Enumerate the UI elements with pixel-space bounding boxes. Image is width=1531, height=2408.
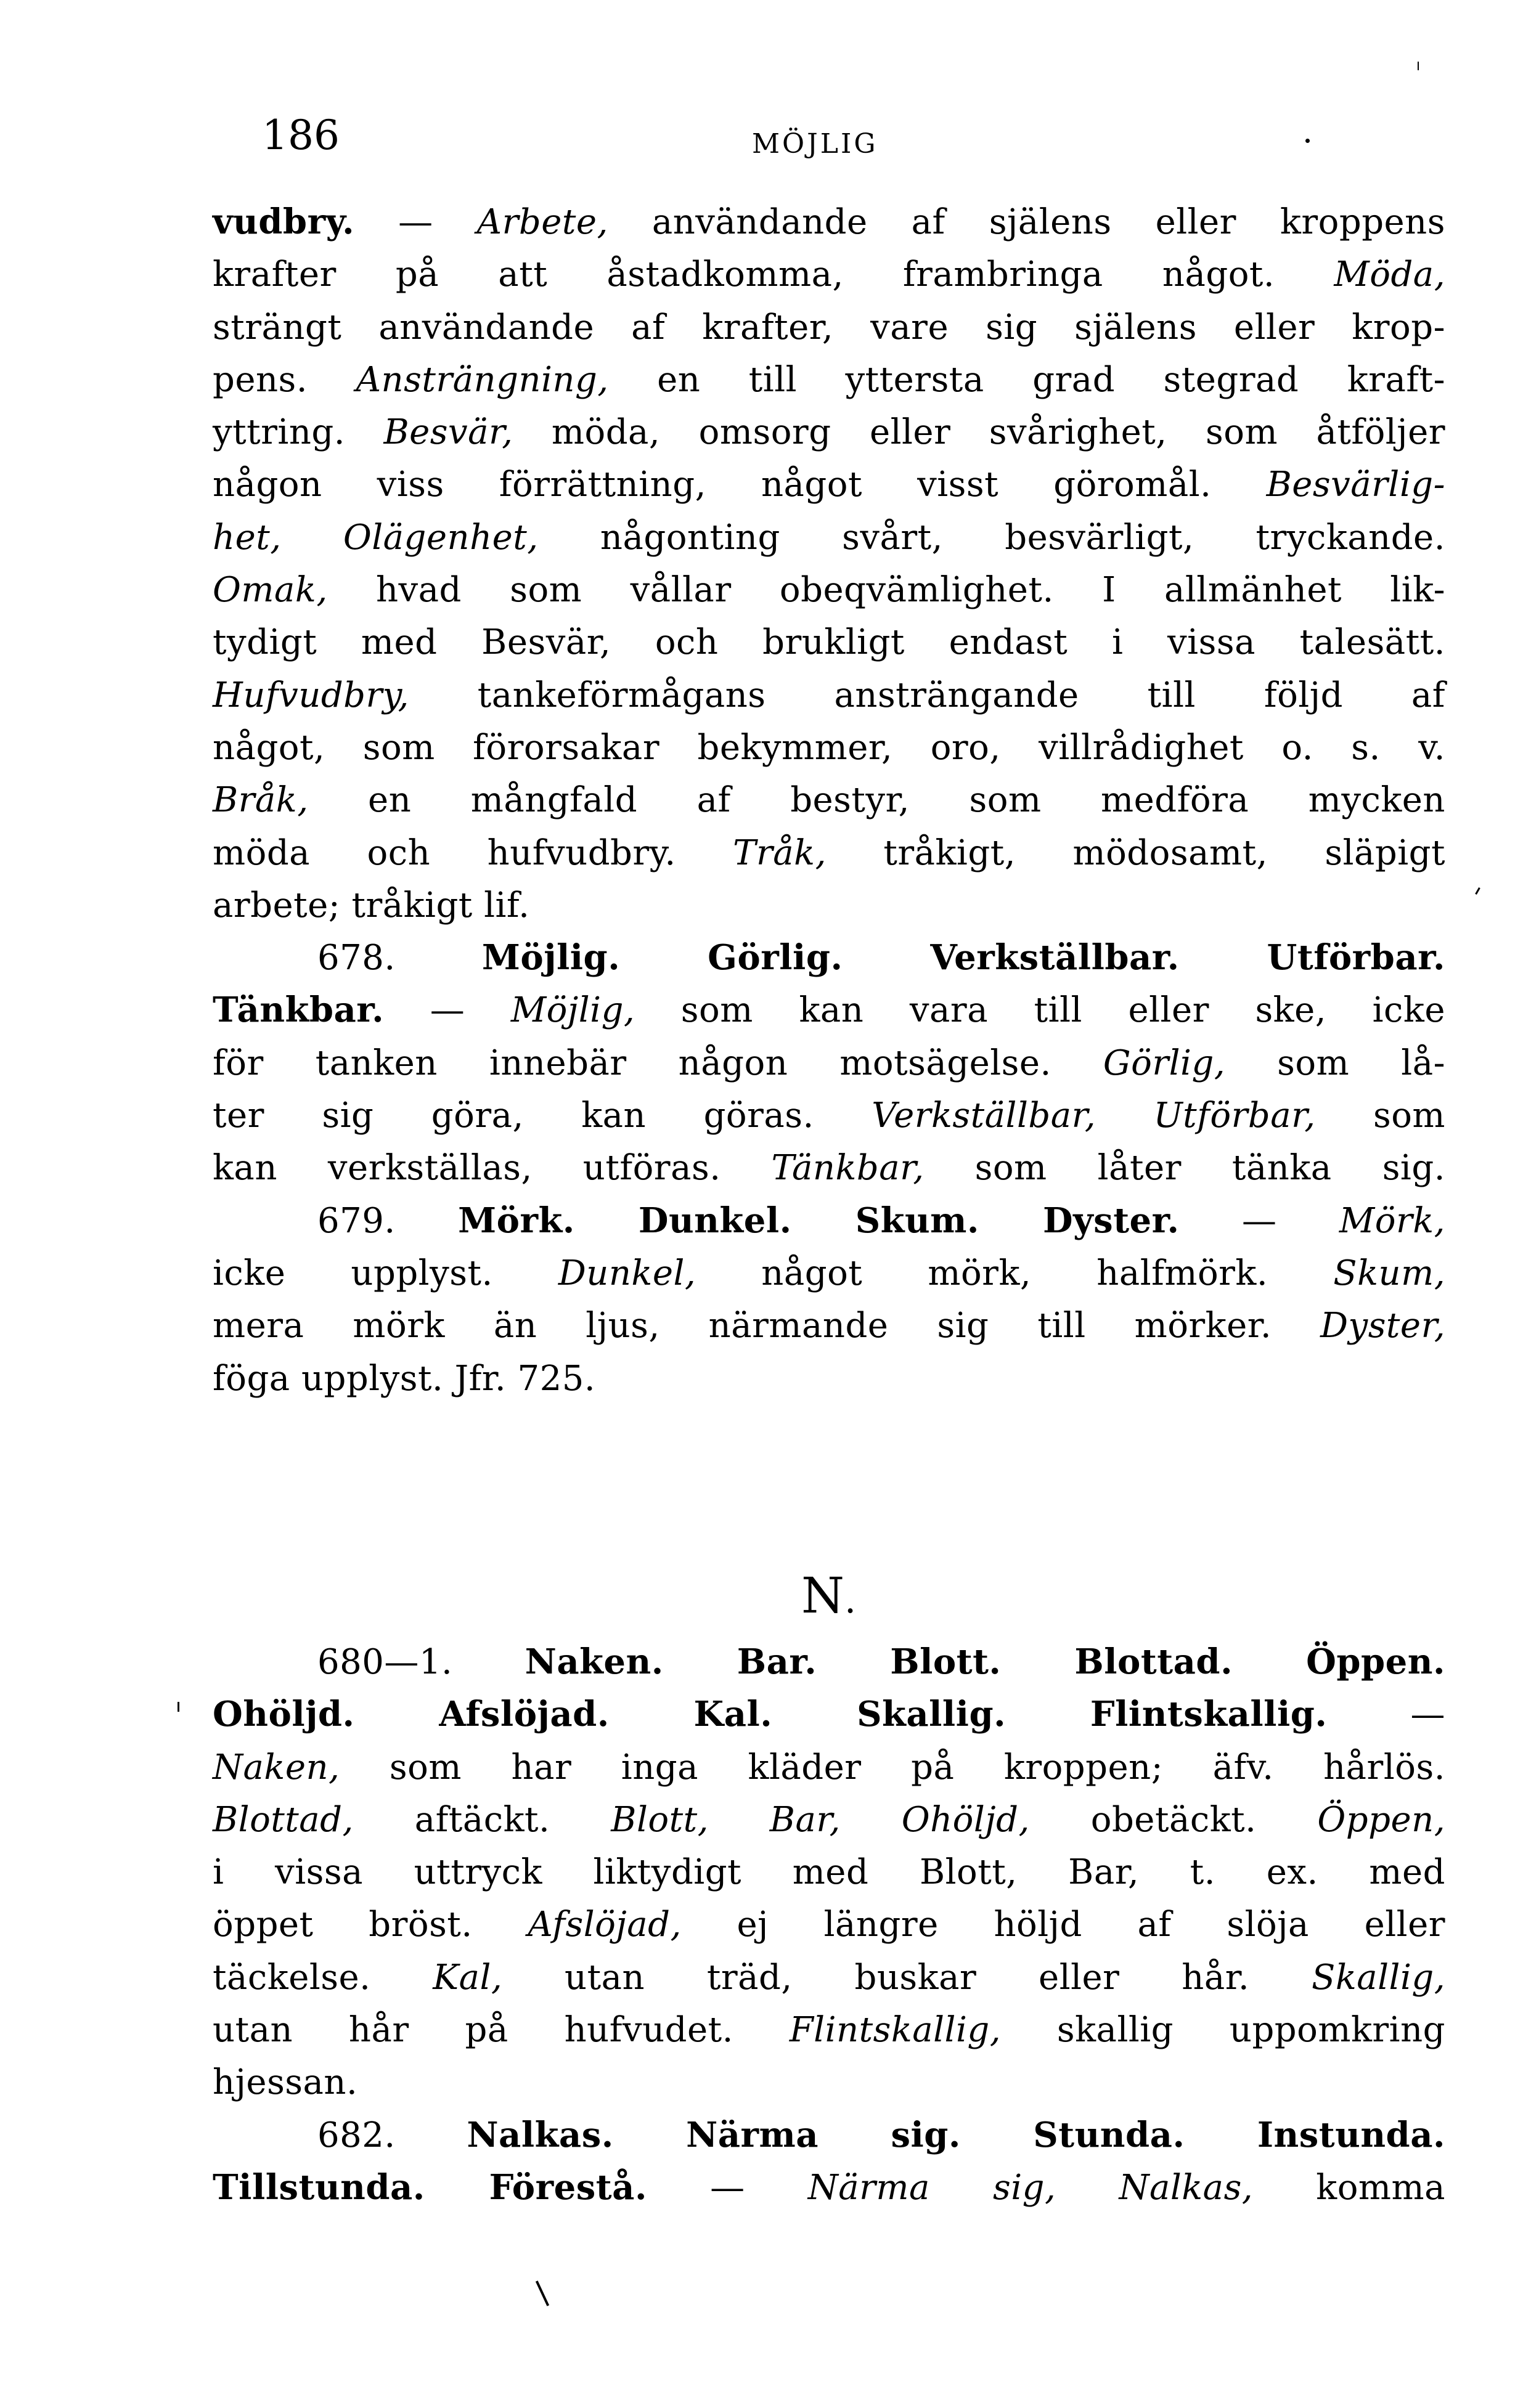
text-line <box>213 248 1445 301</box>
definition-text: som <box>1315 1096 1446 1136</box>
print-speck <box>536 2280 549 2306</box>
synonym-term: Blott, Bar, Ohöljd, <box>611 1799 1030 1840</box>
definition-text: utan hår på hufvudet. <box>213 2010 790 2051</box>
text-line <box>213 722 1445 774</box>
entry-682 <box>213 2109 1445 2215</box>
synonym-term: Blottad, <box>213 1799 354 1840</box>
definition-text: hvad som vållar obeqvämlighet. I allmänhet lik- <box>327 570 1445 611</box>
text-line <box>213 827 1445 879</box>
definition-text: tankeförmågans ansträngande till följd af <box>409 675 1445 715</box>
headword: vudbry. <box>213 201 355 242</box>
definition-text: icke upplyst. <box>213 1253 558 1293</box>
text-line <box>213 1846 1445 1898</box>
definition-text: ter sig göra, kan göras. <box>213 1096 872 1136</box>
definition-text: användande af själens eller kroppens <box>608 202 1445 242</box>
definition-text: för tanken innebär någon motsägelse. <box>213 1043 1103 1083</box>
text-line <box>213 932 1445 984</box>
definition-text: 680—1. <box>317 1642 525 1682</box>
synonym-term: Öppen, <box>1317 1799 1445 1840</box>
definition-text: något, som förorsakar bekymmer, oro, villrådighet o. s. v. <box>213 727 1445 768</box>
synonym-term: Hufvudbry, <box>213 675 409 715</box>
text-line <box>213 1300 1445 1352</box>
definition-text: täckelse. <box>213 1957 433 1998</box>
headword: Mörk. Dunkel. Skum. Dyster. <box>458 1200 1180 1241</box>
synonym-term: Besvär, <box>383 412 513 453</box>
definition-text: — <box>354 202 477 242</box>
entry-680 <box>213 1636 1445 2109</box>
definition-text: någon viss förrättning, något visst göromål. <box>213 465 1267 505</box>
page-header <box>0 108 1531 163</box>
definition-text: föga upplyst. Jfr. 725. <box>213 1358 596 1399</box>
text-line <box>213 196 1445 248</box>
text-line <box>213 669 1445 722</box>
print-speck <box>1475 887 1480 895</box>
definition-text: öppet bröst. <box>213 1905 528 1945</box>
definition-text: ej längre höljd af slöja eller <box>681 1905 1446 1945</box>
text-line <box>213 984 1445 1036</box>
synonym-term: Skallig, <box>1311 1957 1446 1998</box>
print-speck <box>1305 139 1310 143</box>
definition-text: krafter på att åstadkomma, frambringa något. <box>213 254 1334 295</box>
definition-text: hjessan. <box>213 2062 358 2103</box>
definition-text: skallig uppomkring <box>1001 2010 1445 2051</box>
definition-text: som lå- <box>1225 1043 1446 1083</box>
text-line <box>213 301 1445 354</box>
definition-text: möda och hufvudbry. <box>213 832 733 873</box>
definition-text: — <box>384 990 511 1031</box>
definition-text: utan träd, buskar eller hår. <box>502 1957 1312 1998</box>
synonym-term: Tråk, <box>733 832 827 873</box>
text-block-upper <box>213 196 1445 1405</box>
definition-text: något mörk, halfmörk. <box>696 1253 1334 1293</box>
text-line <box>213 1089 1445 1142</box>
definition-text: aftäckt. <box>353 1799 611 1840</box>
definition-text: arbete; tråkigt lif. <box>213 885 530 925</box>
text-line <box>213 406 1445 458</box>
synonym-term: het, Olägenhet, <box>213 517 539 558</box>
definition-text: tydigt med Besvär, och brukligt endast i vissa talesätt. <box>213 622 1445 663</box>
synonym-term: Flintskallig, <box>789 2010 1002 2051</box>
definition-text: — <box>647 2167 808 2208</box>
synonym-term: Ansträngning, <box>356 359 609 400</box>
text-line <box>213 458 1445 511</box>
text-line <box>213 1898 1445 1951</box>
definition-text: 678. <box>317 938 482 978</box>
text-line <box>213 1037 1445 1089</box>
synonym-term: Närma sig, Nalkas, <box>807 2167 1254 2208</box>
definition-text: som låter tänka sig. <box>924 1148 1445 1189</box>
text-line <box>213 1794 1445 1846</box>
synonym-term: Tänkbar, <box>771 1148 925 1189</box>
headword: Naken. Bar. Blott. Blottad. Öppen. <box>525 1641 1446 1682</box>
text-line <box>213 1352 1445 1405</box>
definition-text: — <box>1327 1694 1445 1735</box>
synonym-term: Möjlig, <box>510 990 635 1031</box>
section-letter-period: . <box>844 1579 857 1622</box>
synonym-term: Arbete, <box>476 202 608 242</box>
synonym-term: Möda, <box>1334 254 1445 295</box>
definition-text: strängt användande af krafter, vare sig själens eller krop- <box>213 307 1445 348</box>
text-line <box>213 1951 1445 2004</box>
text-line <box>213 511 1445 564</box>
synonym-term: Kal, <box>433 1957 503 1998</box>
text-line <box>213 1688 1445 1741</box>
definition-text: som kan vara till eller ske, icke <box>635 990 1445 1031</box>
synonym-term: Görlig, <box>1103 1043 1226 1083</box>
text-line <box>213 616 1445 669</box>
headword: Nalkas. Närma sig. Stunda. Instunda. <box>467 2114 1445 2155</box>
definition-text: 679. <box>317 1200 459 1241</box>
print-speck <box>1418 62 1419 70</box>
definition-text: obetäckt. <box>1029 1799 1318 1840</box>
text-line <box>213 2056 1445 2109</box>
headword: Tillstunda. Förestå. <box>213 2166 647 2208</box>
definition-text: i vissa uttryck liktydigt med Blott, Bar, t. ex. med <box>213 1852 1445 1893</box>
text-line <box>213 354 1445 406</box>
text-line <box>213 1195 1445 1247</box>
text-line <box>213 774 1445 826</box>
text-line <box>213 564 1445 616</box>
page-number: 186 <box>262 112 340 159</box>
synonym-term: Dunkel, <box>558 1253 696 1293</box>
definition-text: en mångfald af bestyr, som medföra mycken <box>308 780 1445 821</box>
definition-text: någonting svårt, besvärligt, tryckande. <box>538 517 1445 558</box>
section-letter: N <box>801 1567 844 1624</box>
synonym-term: Verkställbar, Utförbar, <box>872 1096 1316 1136</box>
text-line <box>213 879 1445 932</box>
definition-text: mera mörk än ljus, närmande sig till mörker. <box>213 1306 1321 1346</box>
definition-text: tråkigt, mödosamt, släpigt <box>826 832 1445 873</box>
definition-text: pens. <box>213 359 356 400</box>
synonym-term: Bråk, <box>213 780 309 821</box>
definition-text: en till yttersta grad stegrad kraft- <box>608 359 1445 400</box>
definition-text: möda, omsorg eller svårighet, som åtföljer <box>513 412 1445 453</box>
text-line <box>213 2004 1445 2056</box>
definition-text: — <box>1179 1200 1339 1241</box>
definition-text: yttring. <box>213 412 384 453</box>
synonym-term: Dyster, <box>1320 1306 1445 1346</box>
text-line <box>213 2162 1445 2214</box>
headword: Möjlig. Görlig. Verkställbar. Utförbar. <box>481 937 1445 978</box>
synonym-term: Skum, <box>1333 1253 1445 1293</box>
headword: Ohöljd. Afslöjad. Kal. Skallig. Flintskallig. <box>213 1694 1328 1735</box>
definition-text: som har inga kläder på kroppen; äfv. hårlös. <box>340 1747 1445 1788</box>
entry-679 <box>213 1195 1445 1405</box>
text-line <box>213 1741 1445 1794</box>
text-line <box>213 2109 1445 2162</box>
text-line <box>213 1636 1445 1688</box>
definition-text: komma <box>1253 2167 1446 2208</box>
synonym-term: Afslöjad, <box>528 1905 682 1945</box>
synonym-term: Besvärlig- <box>1266 465 1445 505</box>
running-head: MÖJLIG <box>752 128 878 160</box>
text-line <box>213 1142 1445 1194</box>
synonym-term: Omak, <box>213 570 328 611</box>
synonym-term: Naken, <box>213 1747 340 1788</box>
definition-text: 682. <box>317 2115 467 2155</box>
headword: Tänkbar. <box>213 990 385 1031</box>
synonym-term: Mörk, <box>1339 1200 1445 1241</box>
text-block-lower <box>213 1636 1445 2214</box>
entry-678 <box>213 932 1445 1194</box>
definition-text: kan verkställas, utföras. <box>213 1148 772 1189</box>
text-line <box>213 1247 1445 1300</box>
entry-continuation <box>213 196 1445 932</box>
section-letter-heading <box>801 1562 856 1634</box>
print-speck <box>178 1702 179 1712</box>
